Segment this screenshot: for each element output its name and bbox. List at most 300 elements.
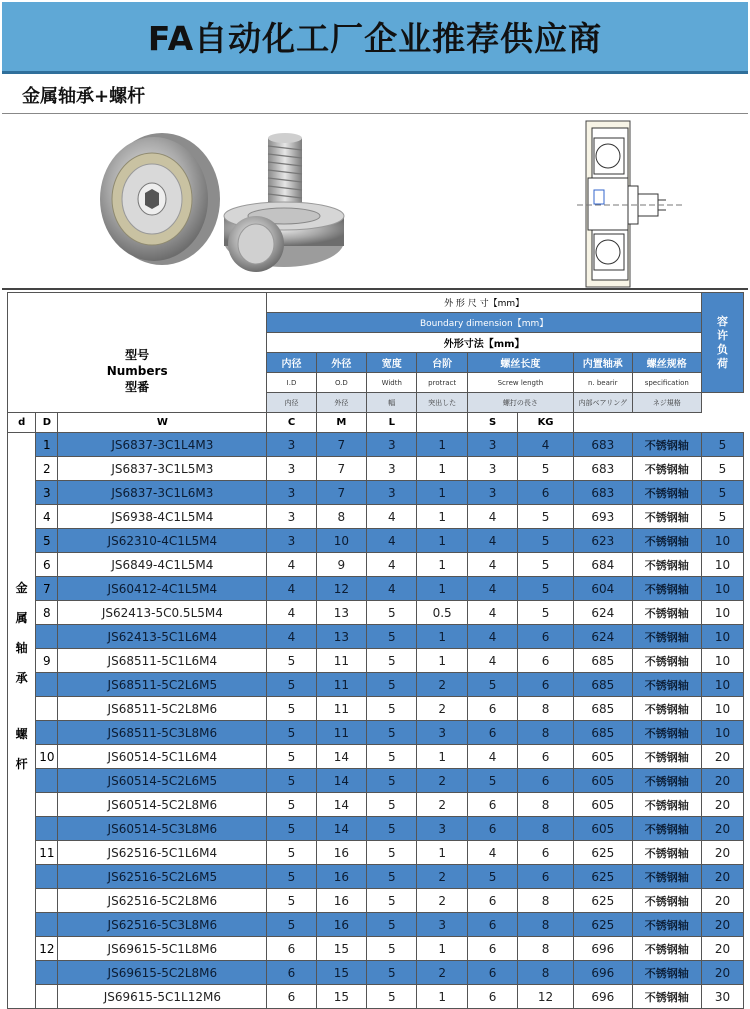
cell-l: 5	[518, 505, 574, 529]
row-number	[36, 625, 58, 649]
table-row	[8, 529, 744, 553]
column-header-en: O.D	[316, 373, 366, 393]
group-header-en: Boundary dimension【mm】	[267, 313, 702, 333]
cell-d: 5	[267, 649, 316, 673]
cell-d: 11	[316, 649, 366, 673]
cell-bearing: 623	[573, 529, 632, 553]
cell-kg: 5	[701, 433, 743, 457]
cell-model: JS60514-5C2L8M6	[58, 793, 267, 817]
numbers-header-jp: 型番	[125, 379, 150, 394]
column-header-en: Screw length	[467, 373, 573, 393]
cell-l: 5	[518, 577, 574, 601]
cell-d: 5	[267, 697, 316, 721]
cell-c: 3	[417, 913, 467, 937]
cell-spec: 不锈钢轴	[632, 481, 701, 505]
cell-model: JS68511-5C1L6M4	[58, 649, 267, 673]
table-row	[8, 985, 744, 1009]
row-number	[36, 961, 58, 985]
numbers-header-cn: 型号	[125, 347, 150, 362]
cell-c: 1	[417, 553, 467, 577]
product-illustration	[2, 116, 748, 288]
cell-spec: 不锈钢轴	[632, 745, 701, 769]
cell-c: 1	[417, 481, 467, 505]
cell-d: 13	[316, 625, 366, 649]
cell-bearing: 604	[573, 577, 632, 601]
row-number: 9	[36, 649, 58, 673]
cell-model: JS69615-5C1L12M6	[58, 985, 267, 1009]
row-number: 7	[36, 577, 58, 601]
cell-kg: 10	[701, 601, 743, 625]
cell-c: 2	[417, 793, 467, 817]
cell-spec: 不锈钢轴	[632, 697, 701, 721]
cell-d: 11	[316, 721, 366, 745]
category-side-char: 承	[15, 671, 28, 685]
cell-d: 14	[316, 769, 366, 793]
column-header-jp: 突出した	[417, 393, 467, 413]
cell-l: 5	[518, 457, 574, 481]
cell-d: 7	[316, 433, 366, 457]
cell-d: 6	[267, 961, 316, 985]
cell-kg: 20	[701, 937, 743, 961]
cell-spec: 不锈钢轴	[632, 817, 701, 841]
cell-kg: 20	[701, 913, 743, 937]
table-row	[8, 913, 744, 937]
cell-d: 16	[316, 865, 366, 889]
cell-kg: 10	[701, 529, 743, 553]
cell-kg: 20	[701, 889, 743, 913]
cell-d: 9	[316, 553, 366, 577]
table-row	[8, 649, 744, 673]
column-header-cn: 螺丝长度	[467, 353, 573, 373]
cell-spec: 不锈钢轴	[632, 865, 701, 889]
table-row	[8, 577, 744, 601]
cell-model: JS62516-5C3L8M6	[58, 913, 267, 937]
cell-w: 5	[367, 697, 417, 721]
cell-w: 5	[367, 769, 417, 793]
table-row	[8, 865, 744, 889]
cell-kg: 10	[701, 553, 743, 577]
cell-l: 6	[518, 841, 574, 865]
cell-w: 5	[367, 817, 417, 841]
cell-m: 6	[467, 913, 517, 937]
cell-model: JS6837-3C1L5M3	[58, 457, 267, 481]
cell-model: JS62516-5C1L6M4	[58, 841, 267, 865]
cell-model: JS6849-4C1L5M4	[58, 553, 267, 577]
cell-kg: 20	[701, 841, 743, 865]
cell-l: 8	[518, 937, 574, 961]
row-number	[36, 697, 58, 721]
cell-model: JS62516-5C2L6M5	[58, 865, 267, 889]
cell-d: 14	[316, 793, 366, 817]
cell-l: 8	[518, 697, 574, 721]
table-row	[8, 553, 744, 577]
cell-w: 4	[367, 529, 417, 553]
table-row	[8, 889, 744, 913]
cell-c: 1	[417, 457, 467, 481]
cell-bearing: 625	[573, 889, 632, 913]
row-number	[36, 889, 58, 913]
cell-bearing: 693	[573, 505, 632, 529]
group-header-cn: 外 形 尺 寸【mm】	[267, 293, 702, 313]
row-number	[36, 865, 58, 889]
banner-title: FA自动化工厂企业推荐供应商	[147, 19, 603, 58]
cell-bearing: 625	[573, 865, 632, 889]
cell-d: 7	[316, 481, 366, 505]
cell-d: 5	[267, 769, 316, 793]
cell-l: 4	[518, 433, 574, 457]
cell-d: 6	[267, 985, 316, 1009]
cell-d: 5	[267, 913, 316, 937]
numbers-header-en: Numbers	[106, 363, 168, 378]
column-symbol: KG	[518, 413, 574, 433]
cell-bearing: 625	[573, 913, 632, 937]
table-row	[8, 625, 744, 649]
column-symbol: d	[8, 413, 36, 433]
column-header-cn: 螺丝规格	[632, 353, 701, 373]
cell-d: 4	[267, 577, 316, 601]
row-number: 12	[36, 937, 58, 961]
column-header-en: I.D	[267, 373, 316, 393]
cell-l: 8	[518, 961, 574, 985]
cell-d: 15	[316, 961, 366, 985]
category-side-char: 轴	[15, 641, 28, 655]
column-header-jp: 内径	[267, 393, 316, 413]
cell-bearing: 684	[573, 553, 632, 577]
table-row	[8, 697, 744, 721]
bearing-photo-2	[224, 133, 344, 272]
cell-l: 6	[518, 481, 574, 505]
cell-c: 2	[417, 889, 467, 913]
cell-c: 2	[417, 865, 467, 889]
cell-m: 3	[467, 481, 517, 505]
bearing-cross-section-drawing	[577, 121, 682, 287]
cell-d: 12	[316, 577, 366, 601]
cell-d: 5	[267, 889, 316, 913]
group-header-jp: 外形寸法【mm】	[267, 333, 702, 353]
column-symbol: D	[36, 413, 58, 433]
cell-d: 6	[267, 937, 316, 961]
cell-w: 4	[367, 577, 417, 601]
column-header-jp: 幅	[367, 393, 417, 413]
cell-m: 6	[467, 937, 517, 961]
cell-m: 4	[467, 577, 517, 601]
cell-m: 4	[467, 601, 517, 625]
cell-w: 3	[367, 433, 417, 457]
cell-c: 2	[417, 697, 467, 721]
table-row	[8, 793, 744, 817]
cell-spec: 不锈钢轴	[632, 985, 701, 1009]
cell-bearing: 683	[573, 481, 632, 505]
row-number	[36, 673, 58, 697]
cell-d: 3	[267, 457, 316, 481]
cell-kg: 10	[701, 721, 743, 745]
cell-d: 5	[267, 745, 316, 769]
row-number	[36, 793, 58, 817]
cell-d: 4	[267, 625, 316, 649]
cell-l: 6	[518, 865, 574, 889]
cell-d: 14	[316, 817, 366, 841]
cell-model: JS69615-5C2L8M6	[58, 961, 267, 985]
cell-m: 5	[467, 673, 517, 697]
cell-d: 5	[267, 841, 316, 865]
cell-kg: 20	[701, 769, 743, 793]
cell-spec: 不锈钢轴	[632, 529, 701, 553]
cell-d: 5	[267, 721, 316, 745]
product-title: 金属轴承+螺杆	[2, 76, 748, 114]
cell-model: JS6837-3C1L6M3	[58, 481, 267, 505]
cell-w: 3	[367, 481, 417, 505]
cell-bearing: 696	[573, 961, 632, 985]
cell-d: 7	[316, 457, 366, 481]
cell-bearing: 605	[573, 769, 632, 793]
cell-w: 5	[367, 913, 417, 937]
cell-bearing: 605	[573, 745, 632, 769]
row-number: 4	[36, 505, 58, 529]
cell-d: 16	[316, 889, 366, 913]
cell-w: 4	[367, 553, 417, 577]
row-number	[36, 721, 58, 745]
cell-d: 10	[316, 529, 366, 553]
cell-l: 8	[518, 889, 574, 913]
cell-w: 3	[367, 457, 417, 481]
row-number: 11	[36, 841, 58, 865]
cell-d: 5	[267, 817, 316, 841]
cell-spec: 不锈钢轴	[632, 601, 701, 625]
cell-model: JS60514-5C1L6M4	[58, 745, 267, 769]
cell-spec: 不锈钢轴	[632, 577, 701, 601]
cell-kg: 10	[701, 577, 743, 601]
column-symbol: M	[316, 413, 366, 433]
cell-kg: 30	[701, 985, 743, 1009]
cell-w: 5	[367, 745, 417, 769]
column-header-cn: 内径	[267, 353, 316, 373]
cell-l: 8	[518, 817, 574, 841]
column-header-en: n. bearir	[573, 373, 632, 393]
numbers-header	[8, 293, 267, 413]
table-row	[8, 481, 744, 505]
cell-m: 4	[467, 625, 517, 649]
column-header-cn: 内置轴承	[573, 353, 632, 373]
cell-spec: 不锈钢轴	[632, 457, 701, 481]
cell-m: 6	[467, 817, 517, 841]
cell-l: 6	[518, 673, 574, 697]
column-symbol	[417, 413, 467, 433]
category-side-char: 杆	[15, 757, 28, 771]
column-header-cn: 台阶	[417, 353, 467, 373]
cell-model: JS60412-4C1L5M4	[58, 577, 267, 601]
cell-bearing: 696	[573, 937, 632, 961]
cell-l: 12	[518, 985, 574, 1009]
cell-l: 6	[518, 769, 574, 793]
cell-w: 4	[367, 505, 417, 529]
column-symbol: W	[58, 413, 267, 433]
cell-w: 5	[367, 841, 417, 865]
category-side-char: 金	[15, 581, 28, 595]
cell-w: 5	[367, 961, 417, 985]
cell-bearing: 624	[573, 625, 632, 649]
cell-l: 8	[518, 721, 574, 745]
table-row	[8, 673, 744, 697]
cell-l: 5	[518, 553, 574, 577]
cell-w: 5	[367, 793, 417, 817]
cell-model: JS62413-5C1L6M4	[58, 625, 267, 649]
cell-bearing: 683	[573, 457, 632, 481]
column-header-cn: 外径	[316, 353, 366, 373]
column-symbol: L	[367, 413, 417, 433]
cell-d: 14	[316, 745, 366, 769]
cell-spec: 不锈钢轴	[632, 961, 701, 985]
cell-model: JS62413-5C0.5L5M4	[58, 601, 267, 625]
page-banner	[2, 2, 748, 74]
cell-spec: 不锈钢轴	[632, 793, 701, 817]
cell-m: 6	[467, 889, 517, 913]
cell-w: 5	[367, 673, 417, 697]
cell-l: 8	[518, 793, 574, 817]
cell-kg: 10	[701, 625, 743, 649]
cell-spec: 不锈钢轴	[632, 649, 701, 673]
table-row	[8, 841, 744, 865]
product-photo-area	[2, 116, 748, 290]
cell-c: 1	[417, 529, 467, 553]
cell-w: 5	[367, 865, 417, 889]
cell-bearing: 624	[573, 601, 632, 625]
cell-c: 1	[417, 433, 467, 457]
cell-spec: 不锈钢轴	[632, 625, 701, 649]
cell-kg: 5	[701, 481, 743, 505]
table-row	[8, 721, 744, 745]
cell-d: 3	[267, 433, 316, 457]
cell-w: 5	[367, 649, 417, 673]
cell-bearing: 685	[573, 721, 632, 745]
table-row	[8, 937, 744, 961]
column-header-en: Width	[367, 373, 417, 393]
cell-spec: 不锈钢轴	[632, 721, 701, 745]
cell-c: 2	[417, 673, 467, 697]
cell-model: JS6837-3C1L4M3	[58, 433, 267, 457]
cell-c: 1	[417, 937, 467, 961]
cell-spec: 不锈钢轴	[632, 769, 701, 793]
cell-c: 1	[417, 841, 467, 865]
cell-d: 3	[267, 505, 316, 529]
cell-model: JS6938-4C1L5M4	[58, 505, 267, 529]
cell-d: 15	[316, 985, 366, 1009]
cell-w: 5	[367, 985, 417, 1009]
cell-bearing: 685	[573, 697, 632, 721]
cell-l: 5	[518, 529, 574, 553]
cell-c: 1	[417, 745, 467, 769]
cell-d: 5	[267, 793, 316, 817]
cell-c: 1	[417, 505, 467, 529]
table-row	[8, 769, 744, 793]
cell-w: 5	[367, 601, 417, 625]
cell-c: 1	[417, 625, 467, 649]
cell-bearing: 683	[573, 433, 632, 457]
row-number	[36, 817, 58, 841]
row-number: 10	[36, 745, 58, 769]
cell-spec: 不锈钢轴	[632, 913, 701, 937]
cell-d: 5	[267, 865, 316, 889]
table-row	[8, 601, 744, 625]
row-number	[36, 985, 58, 1009]
cell-model: JS62310-4C1L5M4	[58, 529, 267, 553]
row-number: 6	[36, 553, 58, 577]
cell-d: 4	[267, 553, 316, 577]
cell-d: 13	[316, 601, 366, 625]
row-number	[36, 769, 58, 793]
table-row	[8, 505, 744, 529]
column-header-jp: 外径	[316, 393, 366, 413]
column-header-jp: 螺打の長さ	[467, 393, 573, 413]
cell-kg: 20	[701, 745, 743, 769]
cell-kg: 10	[701, 649, 743, 673]
cell-c: 3	[417, 721, 467, 745]
cell-bearing: 625	[573, 841, 632, 865]
cell-spec: 不锈钢轴	[632, 889, 701, 913]
column-header-jp: 内部ベアリング	[573, 393, 632, 413]
table-row	[8, 961, 744, 985]
cell-kg: 10	[701, 673, 743, 697]
table-row	[8, 433, 744, 457]
cell-c: 2	[417, 769, 467, 793]
cell-m: 4	[467, 649, 517, 673]
cell-d: 5	[267, 673, 316, 697]
cell-m: 6	[467, 793, 517, 817]
cell-d: 15	[316, 937, 366, 961]
cell-kg: 5	[701, 505, 743, 529]
row-number: 3	[36, 481, 58, 505]
cell-w: 5	[367, 889, 417, 913]
column-header-cn: 宽度	[367, 353, 417, 373]
row-number: 2	[36, 457, 58, 481]
cell-m: 6	[467, 985, 517, 1009]
cell-m: 3	[467, 433, 517, 457]
spec-table	[7, 292, 744, 1009]
cell-m: 4	[467, 553, 517, 577]
cell-kg: 10	[701, 697, 743, 721]
cell-model: JS68511-5C3L8M6	[58, 721, 267, 745]
cell-m: 4	[467, 505, 517, 529]
cell-bearing: 685	[573, 649, 632, 673]
cell-m: 4	[467, 745, 517, 769]
cell-spec: 不锈钢轴	[632, 553, 701, 577]
cell-m: 4	[467, 841, 517, 865]
cell-bearing: 605	[573, 817, 632, 841]
table-row	[8, 817, 744, 841]
cell-m: 4	[467, 529, 517, 553]
cell-c: 2	[417, 961, 467, 985]
cell-d: 8	[316, 505, 366, 529]
cell-bearing: 696	[573, 985, 632, 1009]
cell-model: JS68511-5C2L8M6	[58, 697, 267, 721]
cell-kg: 20	[701, 961, 743, 985]
row-number: 1	[36, 433, 58, 457]
cell-d: 16	[316, 841, 366, 865]
cell-d: 16	[316, 913, 366, 937]
cell-w: 5	[367, 937, 417, 961]
cell-c: 1	[417, 577, 467, 601]
cell-bearing: 685	[573, 673, 632, 697]
table-row	[8, 457, 744, 481]
column-header-jp: ネジ規格	[632, 393, 701, 413]
cell-w: 5	[367, 721, 417, 745]
cell-c: 3	[417, 817, 467, 841]
category-side-char: 螺	[15, 727, 28, 741]
cell-m: 6	[467, 697, 517, 721]
cell-d: 11	[316, 697, 366, 721]
table-row	[8, 745, 744, 769]
cell-kg: 5	[701, 457, 743, 481]
cell-spec: 不锈钢轴	[632, 937, 701, 961]
